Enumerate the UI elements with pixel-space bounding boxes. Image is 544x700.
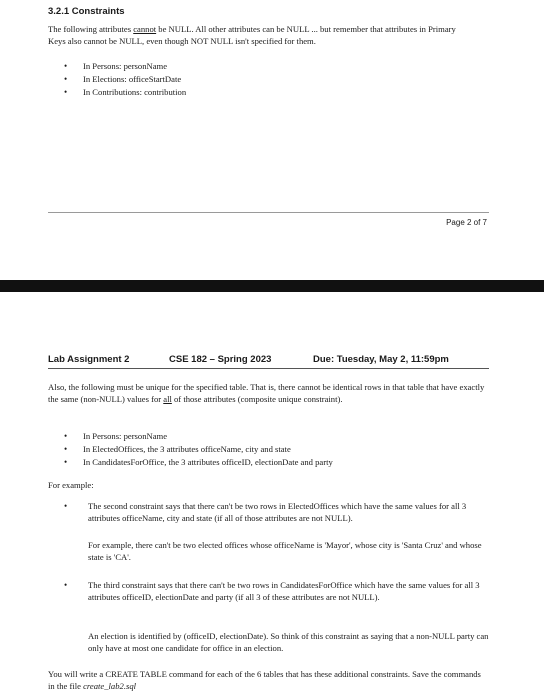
list-item: • In CandidatesForOffice, the 3 attributes officeID, electionDate and party [64,456,494,469]
text-run: You will write a CREATE TABLE command for each of the 6 tables that has these additional constraints. Save the commands in the file [48,669,481,691]
list-item: • In Elections: officeStartDate [64,73,464,86]
list-item: • The third constraint says that there can't be two rows in CandidatesForOffice which have the same values for all 3 attributes officeID, electionDate and party (if all 3 of these attributes are not NULL). [64,580,492,603]
all-emphasis: all [163,393,172,404]
example-followup-1: For example, there can't be two elected offices whose officeName is 'Mayor', whose city is 'Santa Cruz' and whose state is 'CA'. [88,540,482,562]
not-null-list [64,60,464,99]
page-3-top [0,292,544,700]
example-list-1 [64,501,492,524]
constraints-paragraph [48,24,468,47]
text-run: The following attributes [48,24,134,34]
page-separator [0,280,544,292]
example-list-2 [64,580,492,603]
section-heading: 3.2.1 Constraints [48,6,125,17]
text-run: Also, the following must be unique for the specified table. That is, there cannot be identical rows in that table that have exactly the same (non-NULL) values for [48,382,485,404]
lab-title: Lab Assignment 2 [48,354,130,365]
closing-paragraph [48,669,488,692]
unique-paragraph [48,382,488,405]
course-title: CSE 182 – Spring 2023 [169,354,272,365]
list-item: • In Persons: personName [64,60,464,73]
example-label: For example: [48,480,94,490]
header-rule [48,368,489,369]
example-followup-2: An election is identified by (officeID, electionDate). So think of this constraint as saying that a non-NULL party can only have at most one candidate for office in an election. [88,631,489,653]
page-number: Page 2 of 7 [446,218,487,227]
filename: create_lab2.sql [83,680,136,691]
text-run: of those attributes (composite unique constraint). [171,393,343,404]
due-date: Due: Tuesday, May 2, 11:59pm [313,354,449,365]
footer-rule [48,212,489,213]
list-item: • In Persons: personName [64,430,494,443]
page-2-bottom [0,0,544,283]
list-item: • In ElectedOffices, the 3 attributes officeName, city and state [64,443,494,456]
text-run: be NULL. All other attributes can be NULL ... but remember that attributes in Primary Keys also cannot be NULL, even though NOT NULL isn't specified for them. [48,24,456,46]
cannot-emphasis: cannot [133,24,157,34]
unique-list [64,430,494,469]
list-item: • In Contributions: contribution [64,86,464,99]
list-item: • The second constraint says that there can't be two rows in ElectedOffices which have the same values for all 3 attributes officeName, city and state (if all of those attributes are not NULL). [64,501,492,524]
